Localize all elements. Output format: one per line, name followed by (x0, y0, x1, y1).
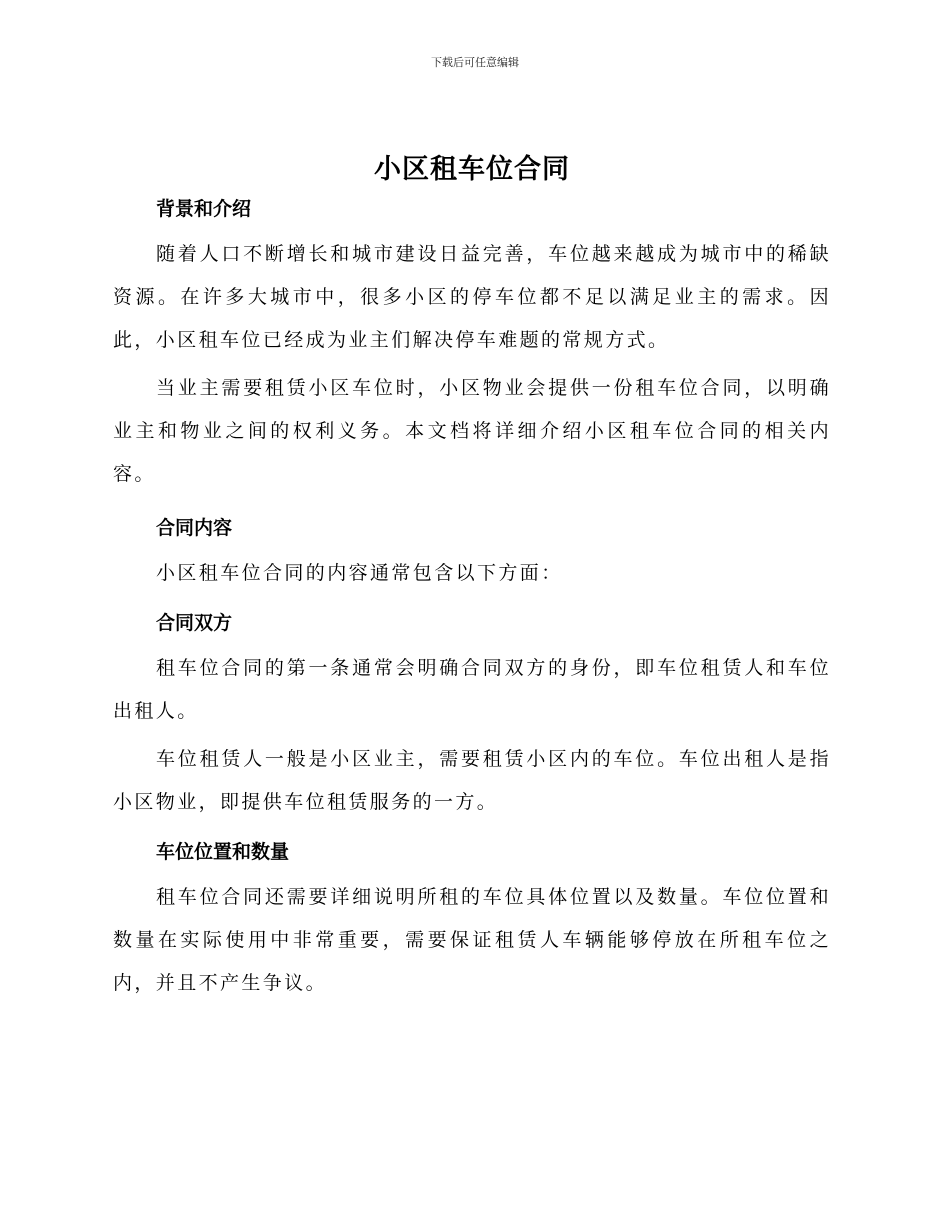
paragraph: 小区租车位合同的内容通常包含以下方面： (156, 562, 563, 584)
section-heading-contract-content: 合同内容 (156, 517, 233, 539)
section-heading-parking-location: 车位位置和数量 (156, 841, 290, 863)
paragraph: 当业主需要租赁小区车位时，小区物业会提供一份租车位合同，以明确业主和物业之间的权利义务。本文档将详细介绍小区租车位合同的相关内容。 (113, 377, 831, 485)
section-heading-background: 背景和介绍 (156, 198, 252, 220)
section-heading-contract-parties: 合同双方 (156, 612, 233, 634)
paragraph: 车位租赁人一般是小区业主，需要租赁小区内的车位。车位出租人是指小区物业，即提供车位租赁服务的一方。 (113, 748, 831, 813)
paragraph: 租车位合同还需要详细说明所租的车位具体位置以及数量。车位位置和数量在实际使用中非常重要，需要保证租赁人车辆能够停放在所租车位之内，并且不产生争议。 (113, 886, 831, 994)
document-title: 小区租车位合同 (374, 154, 570, 185)
document-body (113, 150, 831, 1005)
paragraph: 租车位合同的第一条通常会明确合同双方的身份，即车位租赁人和车位出租人。 (113, 657, 831, 722)
paragraph: 随着人口不断增长和城市建设日益完善，车位越来越成为城市中的稀缺资源。在许多大城市中，很多小区的停车位都不足以满足业主的需求。因此，小区租车位已经成为业主们解决停车难题的常规方式。 (113, 243, 831, 351)
header-note: 下载后可任意编辑 (431, 56, 519, 69)
